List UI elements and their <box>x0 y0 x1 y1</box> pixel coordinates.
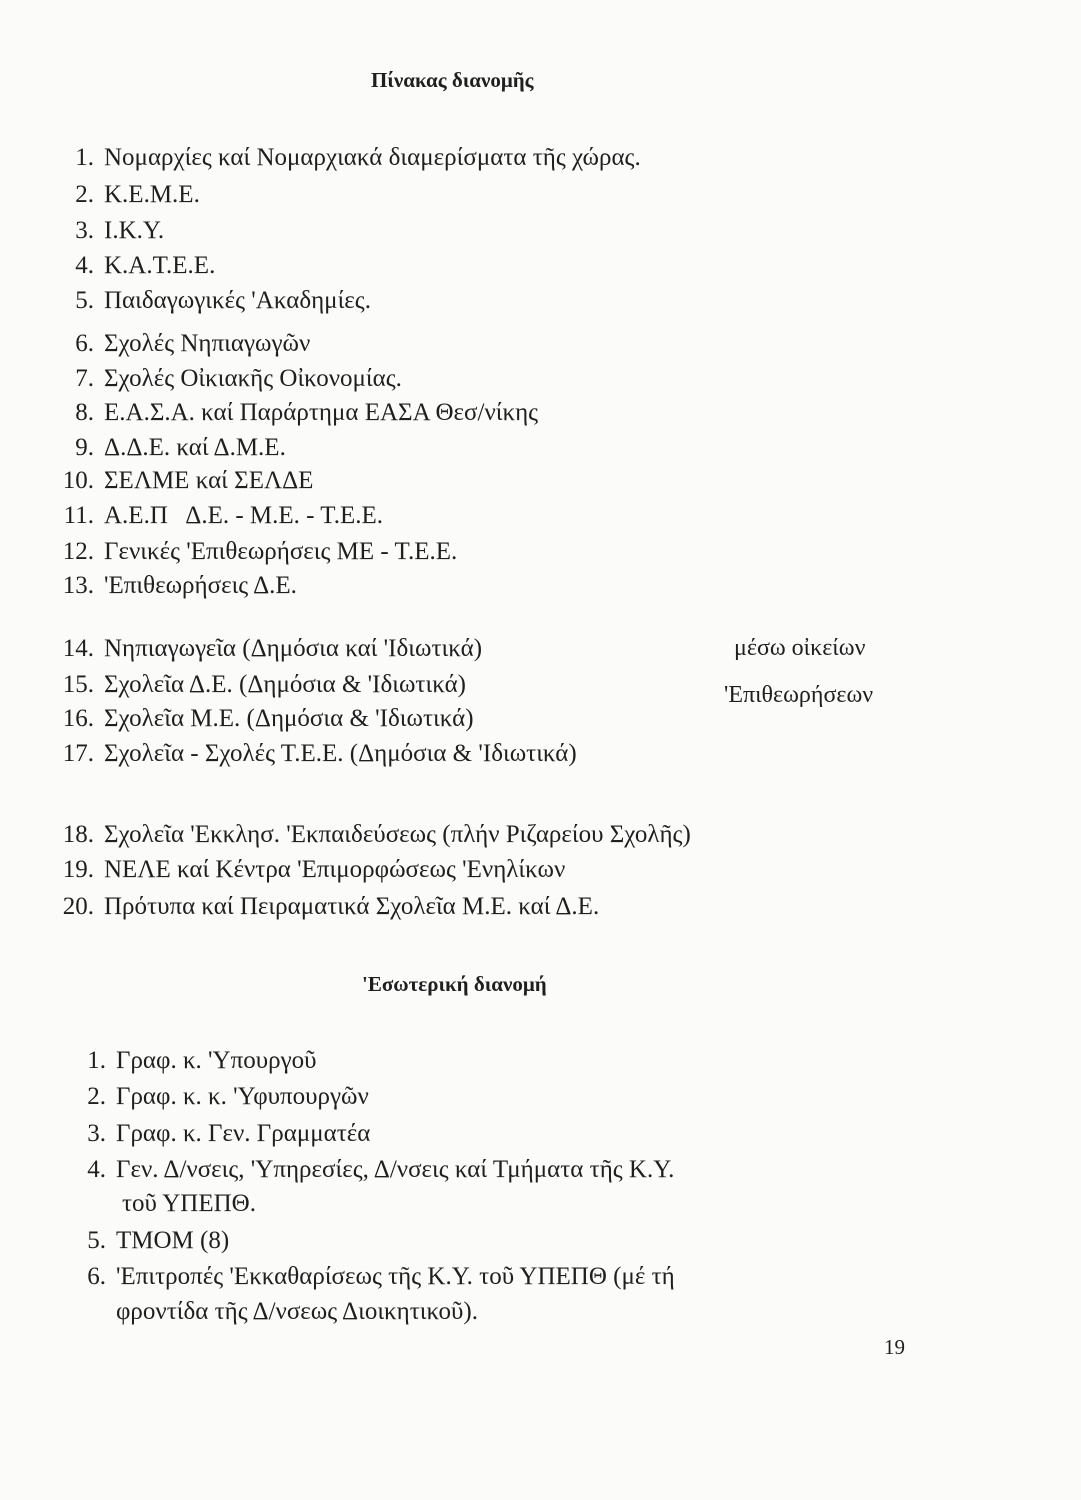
list-item-continuation <box>116 1297 478 1327</box>
item-text: Πρότυπα καί Πειραματικά Σχολεῖα Μ.Ε. καί Δ.Ε. <box>104 893 600 920</box>
item-number: 18. <box>62 821 94 848</box>
item-text: Γεν. Δ/νσεις, 'Υπηρεσίες, Δ/νσεις καί Τμήματα τῆς Κ.Υ. <box>116 1156 675 1183</box>
item-number: 10. <box>62 467 94 494</box>
item-number: 3. <box>87 1120 106 1147</box>
list-item <box>87 1262 675 1292</box>
item-text: φροντίδα τῆς Δ/νσεως Διοικητικοῦ). <box>116 1298 478 1325</box>
list-item-continuation <box>122 1189 256 1219</box>
item-text: Σχολές Νηπιαγωγῶν <box>104 330 311 357</box>
item-number: 4. <box>87 1156 106 1183</box>
list-item <box>63 501 384 531</box>
item-number: 1. <box>75 144 94 171</box>
item-text: 'Επιτροπές 'Εκκαθαρίσεως τῆς Κ.Υ. τοῦ ΥΠΕΠΘ (μέ τή <box>116 1263 675 1290</box>
item-text: Σχολεῖα - Σχολές Τ.Ε.Ε. (Δημόσια & 'Ιδιωτικά) <box>104 740 577 767</box>
item-text: Ι.Κ.Υ. <box>104 217 165 244</box>
list-item <box>87 1155 675 1185</box>
item-text: Νηπιαγωγεῖα (Δημόσια καί 'Ιδιωτικά) <box>104 635 483 662</box>
item-text: Σχολεῖα 'Εκκλησ. 'Εκπαιδεύσεως (πλήν Ριζαρείου Σχολῆς) <box>104 821 691 848</box>
item-text: 'Επιθεωρήσεις Δ.Ε. <box>104 572 297 599</box>
list-item <box>75 329 311 359</box>
page-title: Πίνακας διανομῆς <box>371 68 534 92</box>
list-item <box>87 1226 230 1256</box>
item-text: Γραφ. κ. Γεν. Γραμματέα <box>116 1120 371 1147</box>
item-number: 12. <box>62 538 94 565</box>
item-text: Δ.Δ.Ε. καί Δ.Μ.Ε. <box>104 434 286 461</box>
list-item <box>75 433 286 463</box>
item-number: 5. <box>87 1227 106 1254</box>
list-item <box>62 892 600 922</box>
item-number: 15. <box>62 671 94 698</box>
list-item <box>75 286 371 316</box>
list-item <box>75 216 165 246</box>
item-number: 6. <box>87 1263 106 1290</box>
page-number: 19 <box>884 1335 905 1359</box>
item-number: 13. <box>62 572 94 599</box>
list-item <box>87 1119 371 1149</box>
internal-title: 'Εσωτερική διανομή <box>362 972 547 996</box>
item-text: Νομαρχίες καί Νομαρχιακά διαμερίσματα τῆς χώρας. <box>104 144 641 171</box>
item-text: Κ.Ε.Μ.Ε. <box>104 181 200 208</box>
list-item <box>62 670 466 700</box>
list-item <box>75 180 200 210</box>
item-number: 7. <box>75 365 94 392</box>
item-number: 16. <box>62 705 94 732</box>
list-item <box>87 1046 317 1076</box>
item-number: 3. <box>75 217 94 244</box>
item-number: 19. <box>62 856 94 883</box>
list-item <box>62 855 566 885</box>
item-text: Σχολεῖα Δ.Ε. (Δημόσια & 'Ιδιωτικά) <box>104 671 466 698</box>
list-item <box>75 398 539 428</box>
item-number: 5. <box>75 287 94 314</box>
item-number: 2. <box>87 1083 106 1110</box>
item-number: 14. <box>62 635 94 662</box>
list-item <box>62 571 297 601</box>
note-line-1: μέσω οἰκείων <box>734 635 866 661</box>
item-number: 2. <box>75 181 94 208</box>
item-text: Γραφ. κ. κ. 'Υφυπουργῶν <box>116 1083 369 1110</box>
item-text: Σχολεῖα Μ.Ε. (Δημόσια & 'Ιδιωτικά) <box>104 705 474 732</box>
list-item <box>75 251 216 281</box>
item-number: 6. <box>75 330 94 357</box>
list-item <box>75 364 402 394</box>
item-text: ΝΕΛΕ καί Κέντρα 'Επιμορφώσεως 'Ενηλίκων <box>104 856 566 883</box>
item-text: Κ.Α.Τ.Ε.Ε. <box>104 252 216 279</box>
item-number: 9. <box>75 434 94 461</box>
item-text: Σχολές Οἰκιακῆς Οἰκονομίας. <box>104 365 402 392</box>
list-item <box>62 820 691 850</box>
list-item <box>62 704 474 734</box>
list-item <box>87 1082 369 1112</box>
item-text: ΤΜΟΜ (8) <box>116 1227 230 1254</box>
list-item <box>62 634 483 664</box>
item-text: Γραφ. κ. 'Υπουργοῦ <box>116 1047 317 1074</box>
item-text: Α.Ε.Π Δ.Ε. - Μ.Ε. - Τ.Ε.Ε. <box>104 502 384 529</box>
item-text: Γενικές 'Επιθεωρήσεις ΜΕ - Τ.Ε.Ε. <box>104 538 458 565</box>
item-text: Ε.Α.Σ.Α. καί Παράρτημα ΕΑΣΑ Θεσ/νίκης <box>104 399 539 426</box>
item-text: τοῦ ΥΠΕΠΘ. <box>122 1190 256 1217</box>
list-item <box>75 143 641 173</box>
item-number: 1. <box>87 1047 106 1074</box>
item-text: ΣΕΛΜΕ καί ΣΕΛΔΕ <box>104 467 314 494</box>
item-number: 4. <box>75 252 94 279</box>
list-item <box>62 739 577 769</box>
list-item <box>62 466 314 496</box>
item-text: Παιδαγωγικές 'Ακαδημίες. <box>104 287 371 314</box>
item-number: 17. <box>62 740 94 767</box>
item-number: 11. <box>63 502 94 529</box>
item-number: 8. <box>75 399 94 426</box>
item-number: 20. <box>62 893 94 920</box>
list-item <box>62 537 458 567</box>
note-line-2: 'Επιθεωρήσεων <box>724 682 874 708</box>
